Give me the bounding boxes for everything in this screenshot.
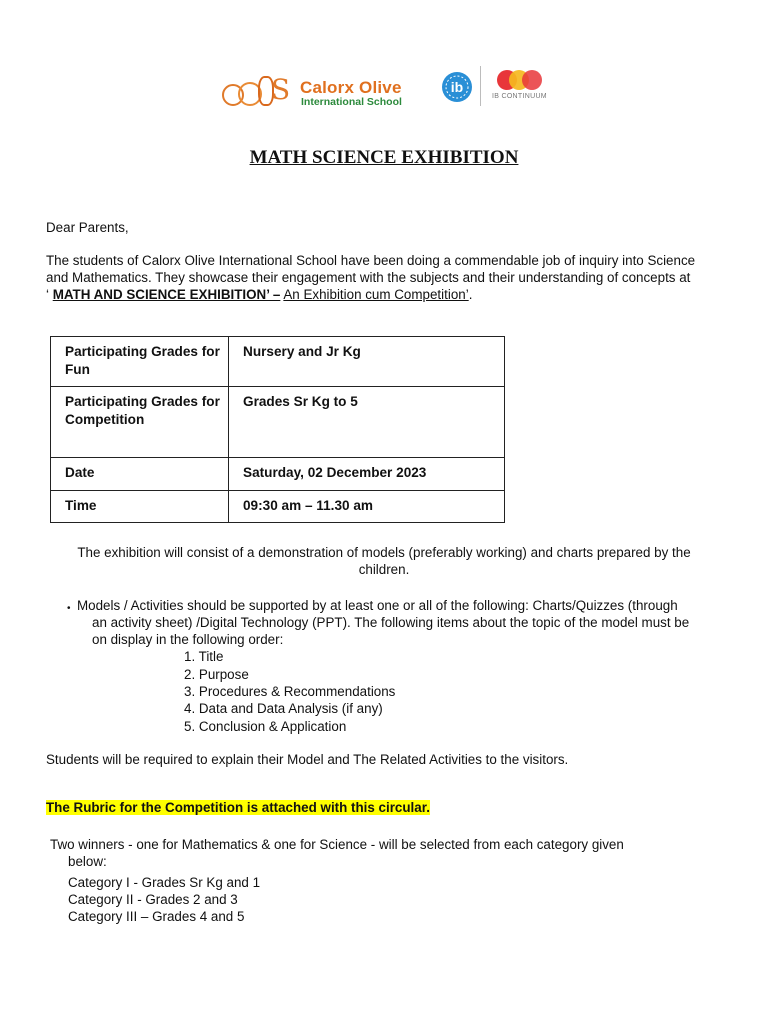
- explain-note: Students will be required to explain their Model and The Related Activities to the visitors.: [46, 752, 569, 767]
- exhibition-name: MATH AND SCIENCE EXHIBITION’ –: [52, 287, 281, 302]
- category-item: Category III – Grades 4 and 5: [68, 909, 245, 924]
- table-row: [51, 458, 505, 491]
- winners-line-2: below:: [68, 854, 107, 869]
- greeting: Dear Parents,: [46, 220, 129, 235]
- table-row: [51, 491, 505, 523]
- table-value: Nursery and Jr Kg: [229, 337, 505, 387]
- logo-s-mark: S: [271, 73, 291, 106]
- bullet-line-2: an activity sheet) /Digital Technology (PPT). The following items about the topic of the model must be: [92, 615, 690, 630]
- table-value: Saturday, 02 December 2023: [229, 458, 505, 491]
- table-label: Time: [51, 491, 229, 523]
- ib-logo: [440, 70, 474, 104]
- list-item: 1. Title: [184, 649, 224, 664]
- list-item: 3. Procedures & Recommendations: [184, 684, 396, 699]
- list-item: 4. Data and Data Analysis (if any): [184, 701, 383, 716]
- category-item: Category II - Grades 2 and 3: [68, 892, 238, 907]
- bullet-line-3: on display in the following order:: [92, 632, 284, 647]
- details-table: [50, 336, 505, 523]
- intro-line-2: and Mathematics. They showcase their engagement with the subjects and their understanding of concepts at: [46, 270, 691, 285]
- school-name: Calorx Olive: [300, 78, 402, 97]
- bullet-icon: •: [67, 603, 71, 614]
- rubric-highlight: The Rubric for the Competition is attached with this circular.: [46, 800, 430, 815]
- table-row: [51, 387, 505, 458]
- exhibition-note-line-2: children.: [358, 562, 410, 577]
- table-row: [51, 337, 505, 387]
- table-value: 09:30 am – 11.30 am: [229, 491, 505, 523]
- rubric-note: [46, 799, 430, 816]
- exhibition-note-line-1: The exhibition will consist of a demonstration of models (preferably working) and charts prepared by the: [77, 545, 691, 560]
- category-item: Category I - Grades Sr Kg and 1: [68, 875, 261, 890]
- bullet-line-1: Models / Activities should be supported by at least one or all of the following: Charts/Quizzes (through: [77, 598, 678, 613]
- table-label: Date: [51, 458, 229, 491]
- ib-continuum-label: IB CONTINUUM: [492, 93, 547, 100]
- intro-period: .: [468, 287, 473, 302]
- intro-quote: ‘: [46, 287, 53, 302]
- winners-line-1: Two winners - one for Mathematics & one for Science - will be selected from each category given: [50, 837, 624, 852]
- intro-line-3: [46, 286, 472, 303]
- page-title: MATH SCIENCE EXHIBITION: [249, 147, 519, 168]
- school-subtitle: International School: [301, 96, 402, 108]
- table-value: Grades Sr Kg to 5: [229, 387, 505, 458]
- ib-mark: ib: [450, 79, 464, 95]
- exhibition-subtitle: An Exhibition cum Competition’: [283, 287, 469, 302]
- list-item: 5. Conclusion & Application: [184, 719, 347, 734]
- table-label: Participating Grades for Competition: [51, 387, 229, 458]
- list-item: 2. Purpose: [184, 667, 249, 682]
- table-label: Participating Grades for Fun: [51, 337, 229, 387]
- logo-divider: [480, 66, 481, 106]
- intro-line-1: The students of Calorx Olive International School have been doing a commendable job of inquiry into Science: [46, 253, 696, 268]
- ib-continuum-icon: [494, 68, 546, 92]
